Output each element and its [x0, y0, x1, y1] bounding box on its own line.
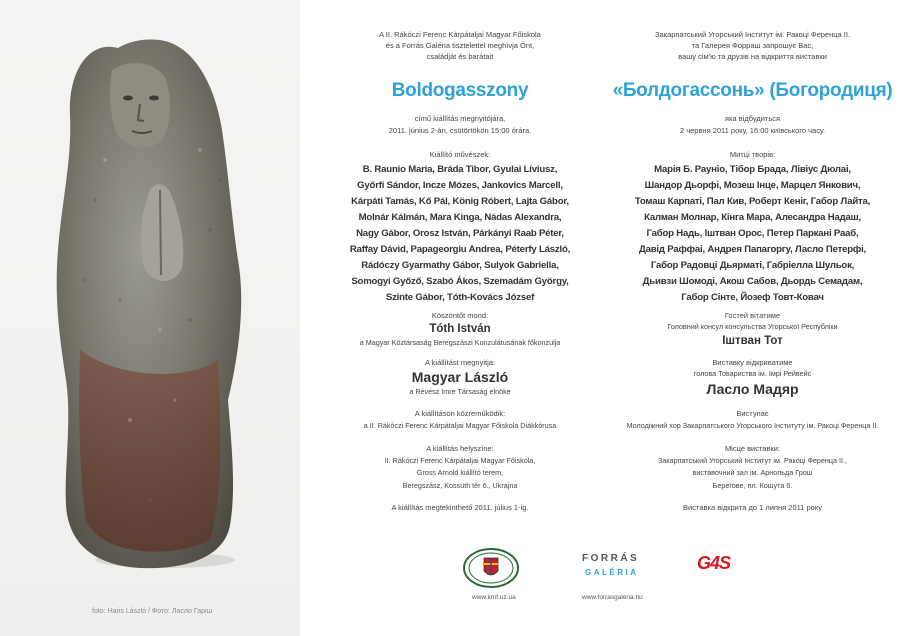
- artist-line: Калман Молнар, Кінга Мара, Алесандра Надаш,: [644, 212, 861, 223]
- artist-line: Győrfi Sándor, Incze Mózes, Jankovics Marcell,: [357, 180, 563, 191]
- photo-credit: foto: Haris László / Фото: Ласло Гаріш: [92, 608, 213, 615]
- until-line: Виставка відкрита до 1 липня 2011 року: [683, 503, 822, 512]
- artists-label: Kiállító művészek:: [429, 150, 491, 159]
- greeting-label: Гостей вітатиме: [724, 311, 781, 320]
- artist-line: Габор Сінте, Йозеф Товт-Ковач: [681, 292, 824, 303]
- college-seal-logo-icon: [462, 547, 520, 589]
- opener-name: Ласло Мадяр: [706, 381, 799, 397]
- photo-panel: [0, 0, 300, 636]
- opener-role: голова Товариства ім. Імрі Рейвейс: [693, 369, 812, 378]
- artist-line: Томаш Карпаті, Пал Кив, Роберт Кеніг, Габор Лайта,: [634, 196, 871, 207]
- opening-line: című kiállítás megnyitójára,: [414, 114, 506, 123]
- opening-line: 2011. június 2-án, csütörtökön 15:00 órára.: [388, 126, 532, 135]
- artist-line: Габор Радовці Дьярматі, Габріелла Шульок,: [650, 260, 855, 271]
- opener-label: A kiállítást megnyitja:: [424, 358, 496, 367]
- galeria-logo-text: GALÉRIA: [585, 568, 639, 577]
- opener-label: Виставку відкриватиме: [712, 358, 793, 367]
- artist-line: Molnár Kálmán, Mara Kinga, Nádas Alexandra,: [358, 212, 562, 223]
- contrib-label: A kiállításon közreműködik:: [414, 409, 506, 418]
- intro-line: A II. Rákóczi Ferenc Kárpátaljai Magyar Főiskola: [379, 30, 541, 39]
- greeting-name: Іштван Тот: [722, 335, 783, 347]
- venue-label: A kiállítás helyszíne:: [426, 444, 494, 453]
- forras-logo-text: FORRÁS: [582, 553, 640, 564]
- greeting-label: Köszöntőt mond:: [431, 311, 489, 320]
- artist-line: Szinte Gábor, Tóth-Kovács József: [385, 292, 535, 303]
- until-line: A kiállítás megtekinthető 2011. július 1-ig.: [391, 503, 529, 512]
- g4s-logo-icon: G4S: [697, 553, 731, 573]
- college-url[interactable]: www.kmf.uz.ua: [472, 594, 516, 601]
- intro-line: családját és barátait: [426, 52, 494, 61]
- artist-line: Дьивзи Шомоді, Акош Сабов, Дьордь Семадам,: [642, 276, 863, 287]
- artist-line: Raffay Dávid, Papageorgiu Andrea, Péterfy László,: [349, 244, 571, 255]
- venue-line: Закарпатський Угорський Інститут ім. Ракоці Ференца ІІ.,: [658, 456, 847, 465]
- artist-line: Марія Б. Рауніо, Тібор Брада, Лівіус Дюлаі,: [654, 164, 851, 175]
- greeting-role: Головний консул консульства Угорської Республіки: [667, 322, 838, 331]
- contrib-text: a II. Rákóczi Ferenc Kárpátaljai Magyar Főiskola Diákkórusa: [363, 421, 557, 430]
- greeting-name: Tóth István: [429, 323, 491, 335]
- exhibition-title: «Болдогассонь» (Богородиця): [612, 80, 893, 101]
- artist-line: Somogyi Győző, Szabó Ákos, Szemadám György,: [351, 276, 569, 287]
- contrib-text: Молодіжний хор Закарпатського Угорського Інституту ім. Ракоці Ференца ІІ.: [626, 421, 879, 430]
- forras-url[interactable]: www.forrasgaleria.hu: [582, 594, 643, 601]
- intro-line: Закарпатський Угорський Інститут ім. Ракоці Ференца ІІ.: [654, 30, 851, 39]
- intro-line: та Галерея Форраш запрошує Вас,: [691, 41, 814, 50]
- intro-line: вашу сім'ю та друзів на відкриття виставки: [678, 52, 827, 61]
- artist-line: Габор Надь, Іштван Орос, Петер Паркані Рааб,: [646, 228, 859, 239]
- opener-name: Magyar László: [411, 369, 509, 385]
- opening-line: яка відбудиться: [724, 114, 781, 123]
- venue-line: Beregszász, Kossuth tér 6., Ukrajna: [402, 481, 518, 490]
- artist-line: Rádóczy Gyarmathy Gábor, Sulyok Gabriella,: [361, 260, 559, 271]
- venue-line: виставочний зал ім. Арнольда Грош: [692, 468, 813, 477]
- venue-label: Місце виставки:: [724, 444, 781, 453]
- artist-line: B. Raunio Maria, Bráda Tibor, Gyulai Líviusz,: [362, 164, 558, 175]
- venue-line: II. Rákóczi Ferenc Kárpátaljai Magyar Főiskola,: [384, 456, 536, 465]
- artist-line: Kárpáti Tamás, Kő Pál, König Róbert, Lajta Gábor,: [351, 196, 569, 207]
- venue-line: Берегове, пл. Кошута 6.: [712, 481, 793, 490]
- artist-line: Шандор Дьорфі, Мозеш Інце, Марцел Янкович,: [644, 180, 861, 191]
- opening-line: 2 червня 2011 року, 16:00 київського часу.: [679, 126, 826, 135]
- artist-line: Nagy Gábor, Orosz István, Párkányi Raab Péter,: [356, 228, 564, 239]
- opener-role: a Révész Imre Társaság elnöke: [409, 387, 511, 396]
- greeting-role: a Magyar Köztársaság Beregszászi Konzulátusának főkonzulja: [359, 338, 561, 347]
- artists-label: Митці творів:: [729, 150, 776, 159]
- venue-line: Gross Arnold kiállító terem,: [416, 468, 504, 477]
- intro-line: és a Forrás Galéria tisztelettel meghívja Önt,: [385, 41, 535, 50]
- madonna-statue-image: [0, 0, 300, 636]
- exhibition-title: Boldogasszony: [391, 80, 529, 101]
- artist-line: Давід Раффаі, Андрея Папагоргу, Ласло Петерфі,: [638, 244, 867, 255]
- contrib-label: Виступає: [736, 409, 769, 418]
